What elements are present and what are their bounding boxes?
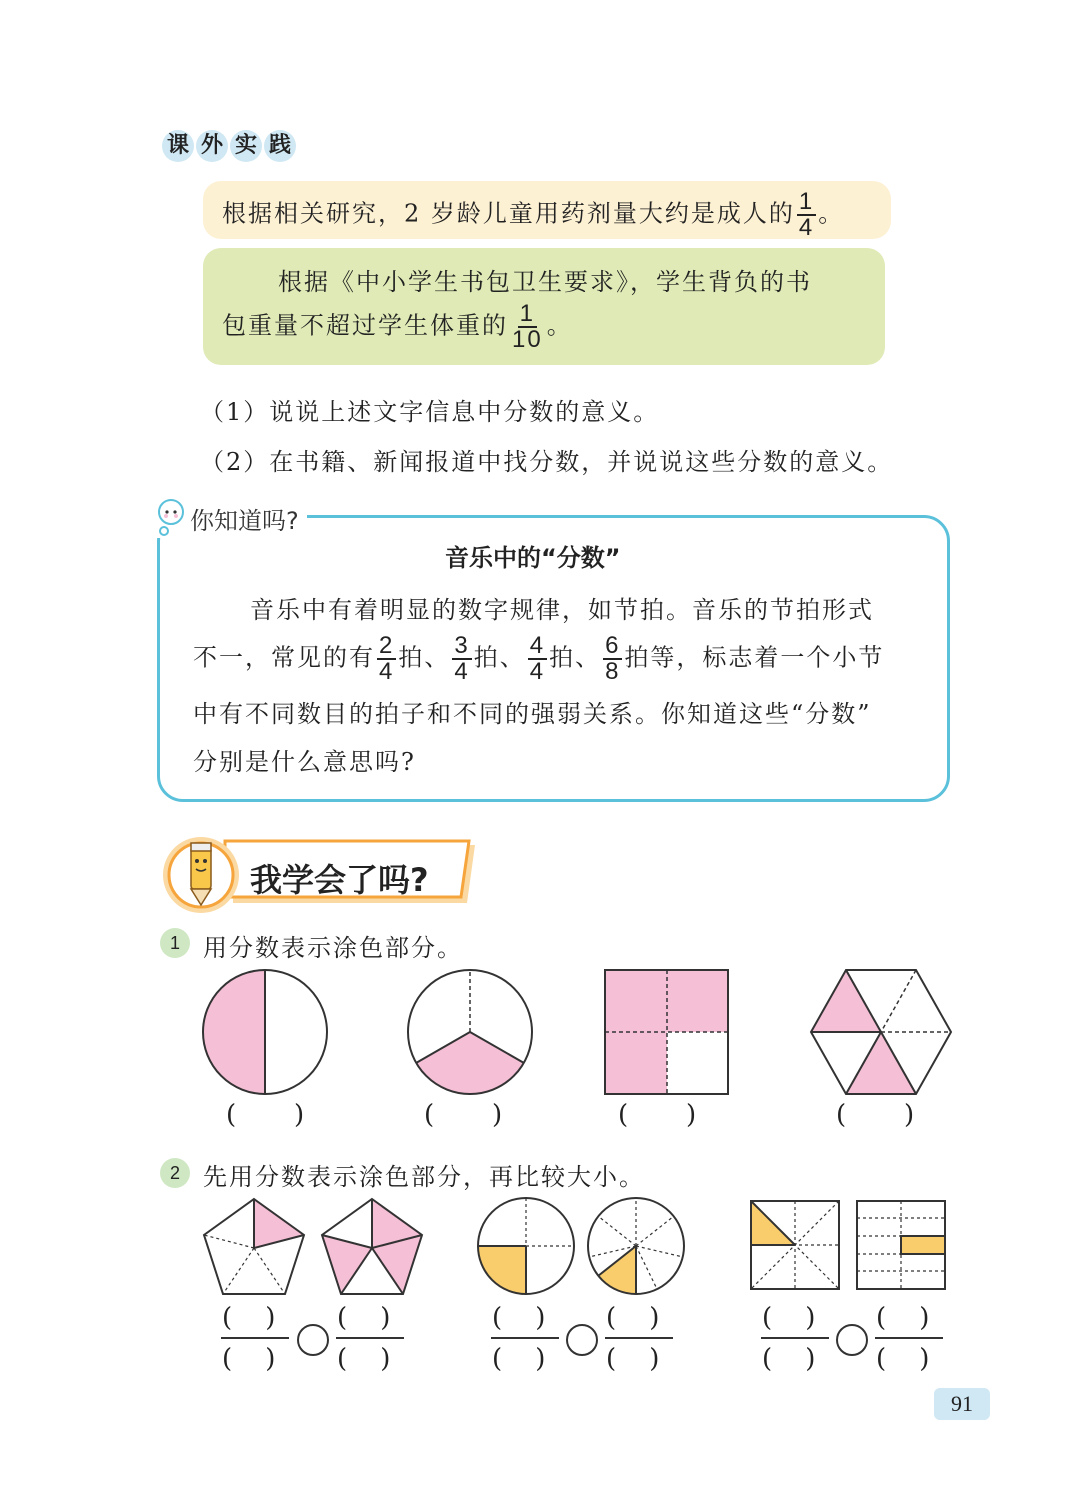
question-1: （1）说说上述文字信息中分数的意义。 bbox=[200, 398, 660, 426]
music-line3: 中有不同数目的拍子和不同的强弱关系。你知道这些“分数” bbox=[193, 700, 872, 728]
fraction: $\frac{1}{4}$ bbox=[798, 188, 815, 241]
numerator-blank[interactable]: ( ) bbox=[222, 1303, 276, 1333]
circle-quarters-figure bbox=[478, 1198, 574, 1294]
fraction: $\frac{6}{8}$ bbox=[605, 632, 621, 685]
fraction: $\frac{3}{4}$ bbox=[454, 632, 470, 685]
answer-blank[interactable]: ( ) bbox=[618, 1100, 697, 1130]
music-line4: 分别是什么意思吗? bbox=[193, 748, 416, 776]
denominator-blank[interactable]: ( ) bbox=[876, 1344, 930, 1374]
section-tag-char: 课 bbox=[162, 130, 194, 162]
answer-blank[interactable]: ( ) bbox=[424, 1100, 503, 1130]
fraction: $\frac{2}{4}$ bbox=[379, 632, 395, 685]
section-tag-char: 实 bbox=[230, 130, 262, 162]
denominator-blank[interactable]: ( ) bbox=[337, 1344, 391, 1374]
section-tag-char: 外 bbox=[196, 130, 228, 162]
denominator-blank[interactable]: ( ) bbox=[492, 1344, 546, 1374]
answer-blank[interactable]: ( ) bbox=[836, 1100, 915, 1130]
numerator-blank[interactable]: ( ) bbox=[762, 1303, 816, 1333]
denominator-blank[interactable]: ( ) bbox=[606, 1344, 660, 1374]
did-you-know-label: 你知道吗? bbox=[150, 498, 307, 538]
schoolbag-line1: 根据《中小学生书包卫生要求》，学生背负的书 bbox=[278, 268, 812, 296]
exercise-1-number: 1 bbox=[160, 928, 190, 958]
numerator-blank[interactable]: ( ) bbox=[337, 1303, 391, 1333]
fraction: $\frac{1}{10}$ bbox=[512, 300, 543, 353]
pentagon-three-fifths-figure bbox=[322, 1199, 422, 1294]
square-eighths-figure bbox=[751, 1201, 839, 1289]
circle-sevenths-figure bbox=[588, 1198, 684, 1294]
pentagon-one-fifth-figure bbox=[204, 1199, 304, 1294]
denominator-blank[interactable]: ( ) bbox=[762, 1344, 816, 1374]
page-number: 91 bbox=[934, 1388, 990, 1420]
numerator-blank[interactable]: ( ) bbox=[606, 1303, 660, 1333]
fraction: $\frac{4}{4}$ bbox=[529, 632, 546, 685]
exercise-2-number: 2 bbox=[160, 1158, 190, 1188]
square-grid-figure bbox=[857, 1201, 945, 1289]
answer-blank[interactable]: ( ) bbox=[226, 1100, 305, 1130]
exercise-2-text: 先用分数表示涂色部分，再比较大小。 bbox=[203, 1163, 645, 1191]
music-title: 音乐中的“分数” bbox=[445, 544, 621, 572]
schoolbag-line2: 包重量不超过学生体重的 $\frac{1}{10}$ 。 bbox=[222, 300, 573, 353]
medicine-text: 根据相关研究，2 岁龄儿童用药剂量大约是成人的 $\frac{1}{4}$ 。 bbox=[222, 188, 845, 241]
section-tag-char: 践 bbox=[264, 130, 296, 162]
denominator-blank[interactable]: ( ) bbox=[222, 1344, 276, 1374]
exercise-1-text: 用分数表示涂色部分。 bbox=[203, 934, 463, 962]
music-line2: 不一，常见的有 $\frac{2}{4}$ 拍、 $\frac{3}{4}$ 拍、 $\frac{4}{4}$ 拍、 $\frac{6}{8}$ 拍等，标志着一个小节 bbox=[193, 632, 885, 685]
numerator-blank[interactable]: ( ) bbox=[492, 1303, 546, 1333]
learn-title: 我学会了吗? bbox=[250, 861, 429, 899]
music-line1: 音乐中有着明显的数字规律，如节拍。音乐的节拍形式 bbox=[250, 596, 874, 624]
question-2: （2）在书籍、新闻报道中找分数，并说说这些分数的意义。 bbox=[200, 448, 894, 476]
numerator-blank[interactable]: ( ) bbox=[876, 1303, 930, 1333]
